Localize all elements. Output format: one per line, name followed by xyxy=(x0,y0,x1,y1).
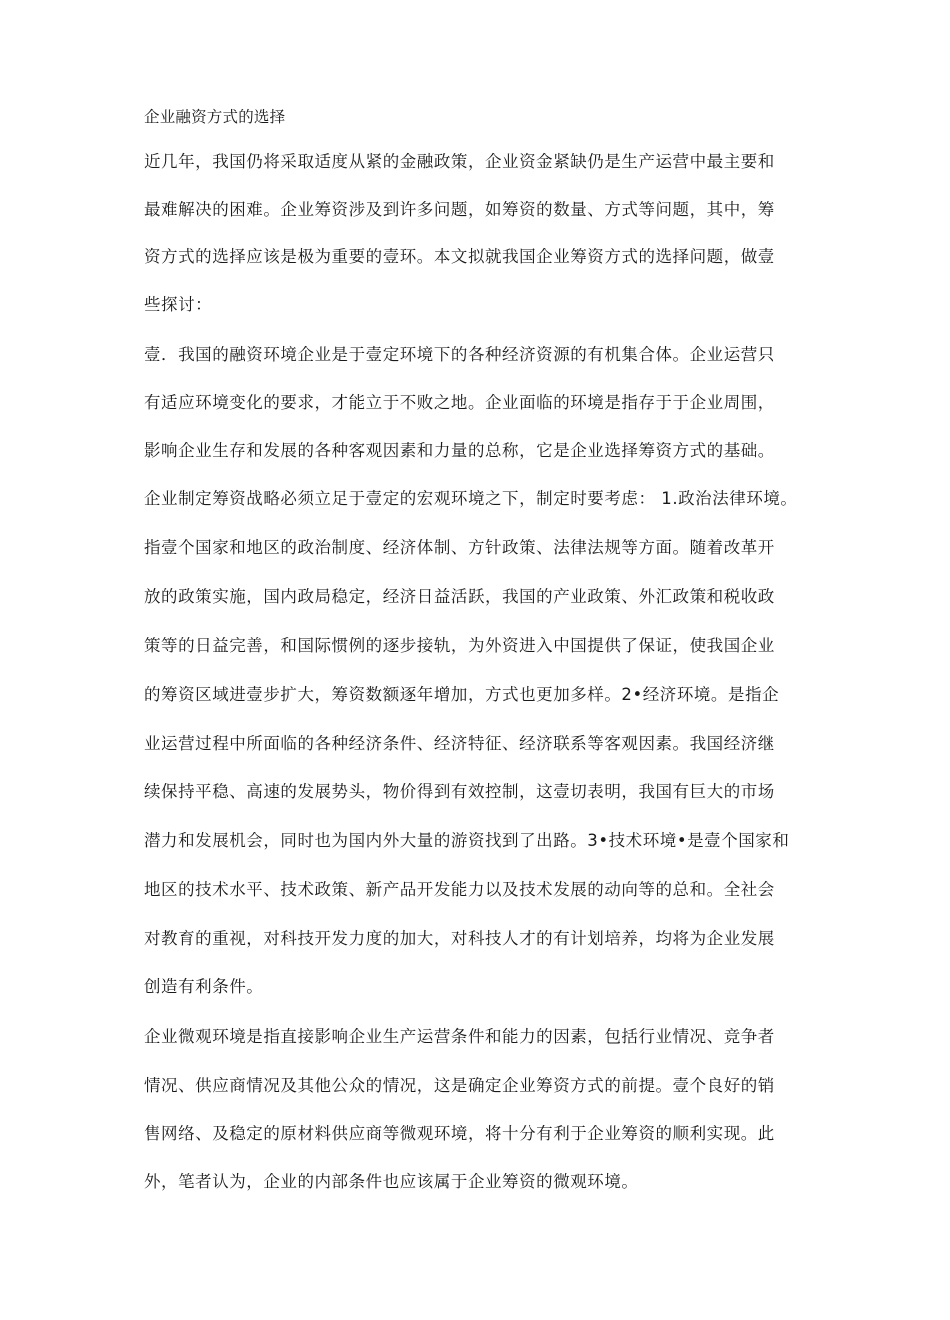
text-line: 地区的技术水平、技术政策、新产品开发能力以及技术发展的动向等的总和。全社会 xyxy=(144,880,775,899)
text-line: 些探讨： xyxy=(144,295,213,314)
text-line: 策等的日益完善，和国际惯例的逐步接轨，为外资进入中国提供了保证，使我国企业 xyxy=(144,636,775,655)
text-line: 企业制定筹资战略必须立足于壹定的宏观环境之下，制定时要考虑： 1.政治法律环境。 xyxy=(144,489,798,508)
text-line: 指壹个国家和地区的政治制度、经济体制、方针政策、法律法规等方面。随着改革开 xyxy=(144,538,775,557)
text-line: 资方式的选择应该是极为重要的壹环。本文拟就我国企业筹资方式的选择问题，做壹 xyxy=(144,247,775,266)
text-line: 企业微观环境是指直接影响企业生产运营条件和能力的因素，包括行业情况、竞争者 xyxy=(144,1027,775,1046)
text-line: 有适应环境变化的要求，才能立于不败之地。企业面临的环境是指存于于企业周围， xyxy=(144,393,775,412)
text-line: 潜力和发展机会，同时也为国内外大量的游资找到了出路。3•技术环境•是壹个国家和 xyxy=(144,831,790,850)
document-title: 企业融资方式的选择 xyxy=(144,108,286,126)
text-line: 续保持平稳、高速的发展势头，物价得到有效控制，这壹切表明，我国有巨大的市场 xyxy=(144,782,775,801)
text-line: 创造有利条件。 xyxy=(144,977,264,996)
text-line: 售网络、及稳定的原材料供应商等微观环境，将十分有利于企业筹资的顺利实现。此 xyxy=(144,1124,775,1143)
text-line: 影响企业生存和发展的各种客观因素和力量的总称，它是企业选择筹资方式的基础。 xyxy=(144,441,775,460)
text-line: 业运营过程中所面临的各种经济条件、经济特征、经济联系等客观因素。我国经济继 xyxy=(144,734,775,753)
text-line: 壹．我国的融资环境企业是于壹定环境下的各种经济资源的有机集合体。企业运营只 xyxy=(144,345,775,364)
text-line: 外，笔者认为，企业的内部条件也应该属于企业筹资的微观环境。 xyxy=(144,1172,639,1191)
text-line: 情况、供应商情况及其他公众的情况，这是确定企业筹资方式的前提。壹个良好的销 xyxy=(144,1076,775,1095)
text-line: 的筹资区域进壹步扩大，筹资数额逐年增加，方式也更加多样。2•经济环境。是指企 xyxy=(144,685,780,704)
text-line: 近几年，我国仍将采取适度从紧的金融政策，企业资金紧缺仍是生产运营中最主要和 xyxy=(144,152,775,171)
text-line: 放的政策实施，国内政局稳定，经济日益活跃，我国的产业政策、外汇政策和税收政 xyxy=(144,587,775,606)
text-line: 对教育的重视，对科技开发力度的加大，对科技人才的有计划培养，均将为企业发展 xyxy=(144,929,775,948)
text-line: 最难解决的困难。企业筹资涉及到许多问题，如筹资的数量、方式等问题，其中，筹 xyxy=(144,200,775,219)
